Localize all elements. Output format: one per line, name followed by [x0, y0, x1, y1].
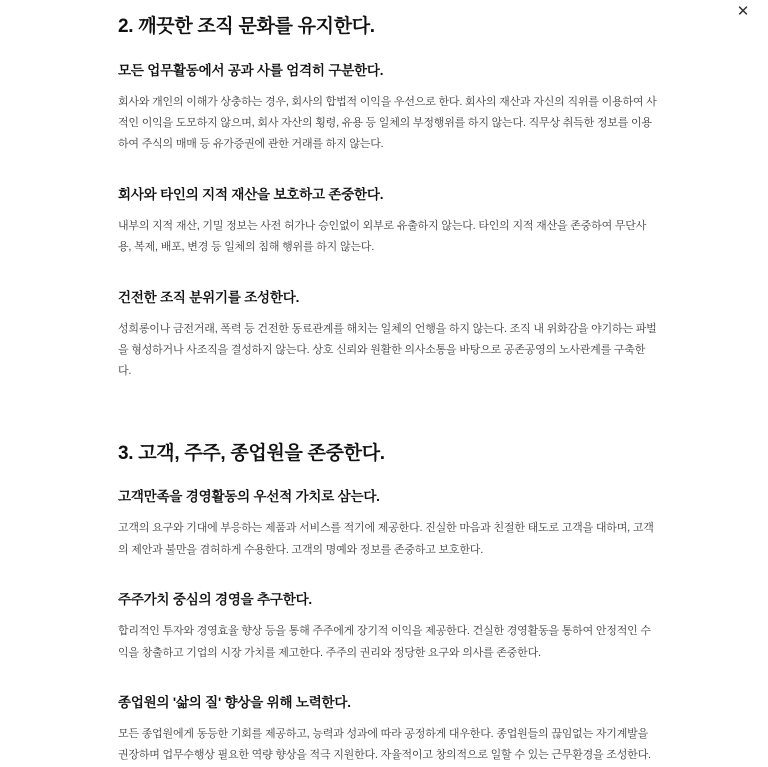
section-3-title: 3. 고객, 주주, 종업원을 존중한다. [118, 442, 385, 464]
subsection-body: 합리적인 투자와 경영효율 향상 등을 통해 주주에게 장기적 이익을 제공한다. 건실한 경영활동을 통하여 안정적인 수익을 창출하고 기업의 시장 가치를 제고한다. 주주의 권리와 정당한 요구와 의사를 존중한다. [118, 625, 651, 659]
section-3-subsection-2 [118, 591, 658, 664]
section-2-subsection-1 [118, 62, 658, 156]
section-2-subsection-3 [118, 289, 658, 383]
subsection-body: 회사와 개인의 이해가 상충하는 경우, 회사의 합법적 이익을 우선으로 한다. 회사의 재산과 자신의 직위를 이용하여 사적인 이익을 도모하지 않으며, 회사 자산의 횡령, 유용 등 일체의 부정행위를 하지 않는다. 직무상 취득한 정보를 이용하여 주식의 매매 등 유가증권에 관한 거래를 하지 않는다. [118, 95, 657, 151]
section-3-subsection-3 [118, 694, 658, 767]
subsection-title: 회사와 타인의 지적 재산을 보호하고 존중한다. [118, 186, 384, 202]
subsection-title: 모든 업무활동에서 공과 사를 엄격히 구분한다. [118, 62, 384, 78]
section-2-title: 2. 깨끗한 조직 문화를 유지한다. [118, 16, 375, 37]
subsection-body: 모든 종업원에게 동등한 기회를 제공하고, 능력과 성과에 따라 공정하게 대우한다. 종업원들의 끊임없는 자기계발을 권장하며 업무수행상 필요한 역량 향상을 적극 지원한다. 자율적이고 창의적으로 일할 수 있는 근무환경을 조성한다. [118, 727, 651, 762]
section-3-subsection-1 [118, 488, 658, 561]
section-2-subsection-2 [118, 186, 658, 259]
subsection-title: 건전한 조직 분위기를 조성한다. [118, 289, 300, 305]
subsection-title: 종업원의 '삶의 질' 향상을 위해 노력한다. [118, 694, 351, 710]
subsection-body: 내부의 지적 재산, 기밀 정보는 사전 허가나 승인없이 외부로 유출하지 않는다. 타인의 지적 재산을 존중하여 무단사용, 복제, 배포, 변경 등 일체의 침해 행위를 하지 않는다. [118, 219, 647, 254]
subsection-body: 고객의 요구와 기대에 부응하는 제품과 서비스를 적기에 제공한다. 진실한 마음과 친절한 태도로 고객을 대하며, 고객의 제안과 불만을 겸허하게 수용한다. 고객의 명예와 정보를 존중하고 보호한다. [118, 522, 654, 556]
close-icon[interactable]: ✕ [736, 2, 750, 20]
subsection-title: 주주가치 중심의 경영을 추구한다. [118, 592, 312, 608]
subsection-body: 성희롱이나 금전거래, 폭력 등 건전한 동료관계를 해치는 일체의 언행을 하지 않는다. 조직 내 위화감을 야기하는 파벌을 형성하거나 사조직을 결성하지 않는다. 상호 신뢰와 원활한 의사소통을 바탕으로 공존공영의 노사관계를 구축한다. [118, 322, 657, 378]
section-3 [118, 441, 658, 767]
subsection-title: 고객만족을 경영활동의 우선적 가치로 삼는다. [118, 489, 380, 505]
section-2 [118, 14, 658, 383]
